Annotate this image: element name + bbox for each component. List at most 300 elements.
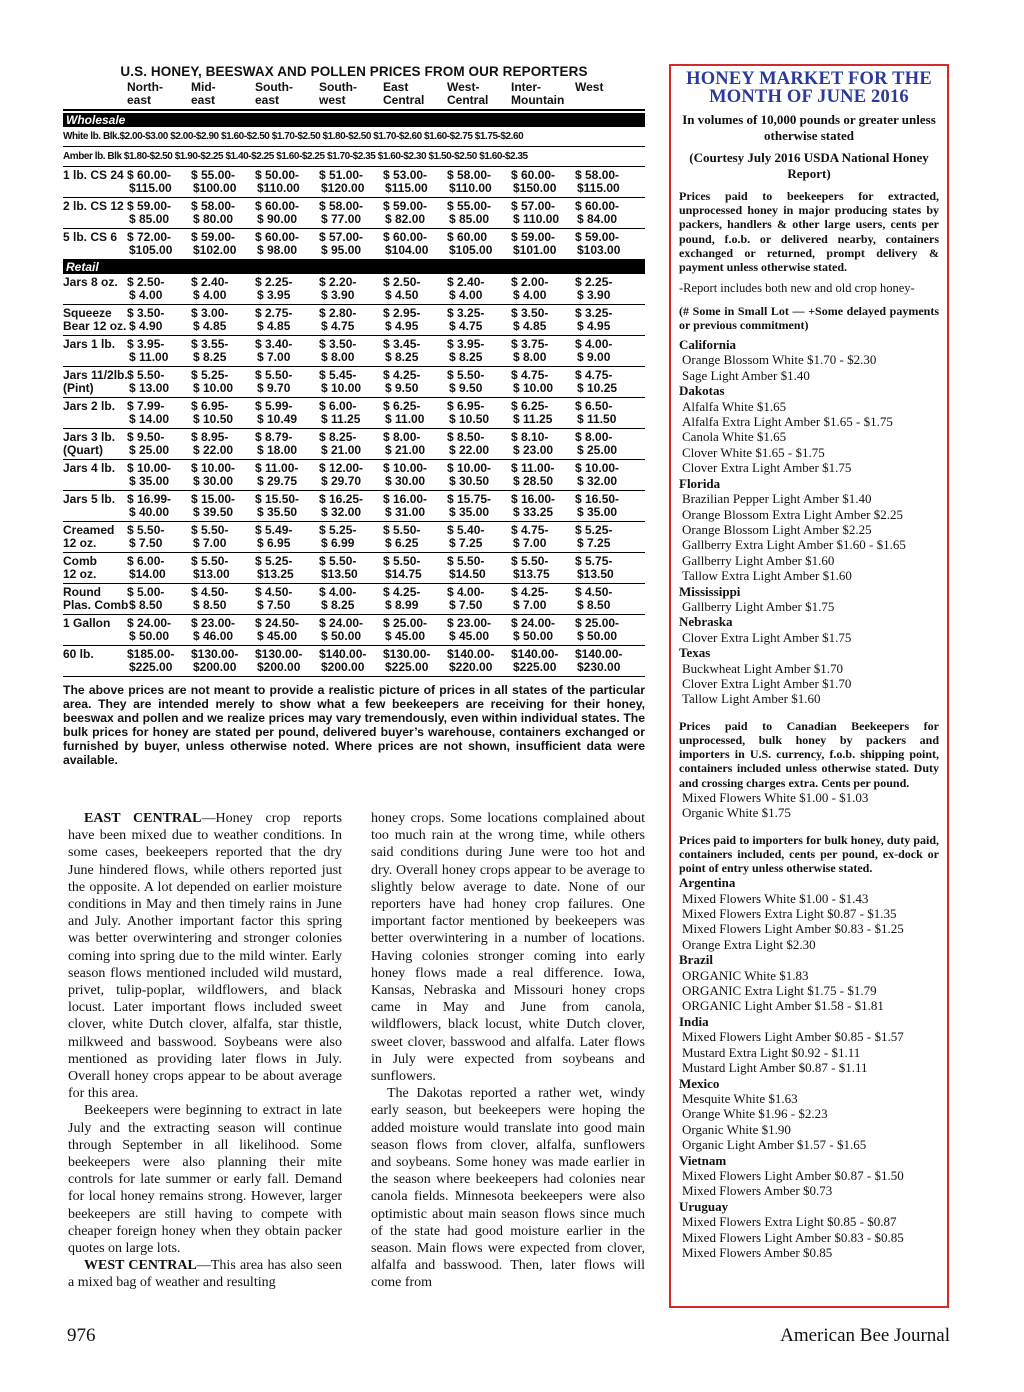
price-cell xyxy=(447,617,511,643)
price-cell xyxy=(255,493,319,519)
price-cell xyxy=(255,586,319,612)
region-heading: North- east xyxy=(127,80,163,107)
price-low: $ 5.75- xyxy=(575,554,613,568)
price-low: $ 24.50- xyxy=(255,616,300,630)
price-cell xyxy=(127,493,191,519)
price-high: $120.00 xyxy=(321,181,365,195)
price-low: $ 58.00- xyxy=(575,168,620,182)
price-cell xyxy=(127,555,191,581)
price-cell xyxy=(383,555,447,581)
market-price-item: Mustard Extra Light $0.92 - $1.11 xyxy=(682,1044,861,1060)
price-low: $ 2.50- xyxy=(383,275,421,289)
price-row-label-line: 2 lb. CS 12 xyxy=(63,199,124,213)
price-high: $ 80.00 xyxy=(193,212,234,226)
price-low: $ 5.50- xyxy=(255,368,293,382)
price-high: $ 8.50 xyxy=(577,598,611,612)
price-row xyxy=(63,274,645,305)
price-row-label-line: Jars 8 oz. xyxy=(63,275,118,289)
price-cell xyxy=(255,617,319,643)
price-low: $ 16.50- xyxy=(575,492,620,506)
price-low: $ 2.95- xyxy=(383,306,421,320)
price-row-label-line: 1 lb. CS 24 xyxy=(63,168,124,182)
price-cell xyxy=(575,200,639,226)
price-cell xyxy=(511,524,575,550)
price-cell xyxy=(319,648,383,674)
lot-note: (# Some in Small Lot — +Some delayed payments or previous commitment) xyxy=(679,303,939,332)
price-high: $ 8.00 xyxy=(513,350,547,364)
price-cell xyxy=(191,369,255,395)
price-high: $115.00 xyxy=(577,181,620,195)
price-low: $ 72.00- xyxy=(127,230,172,244)
price-high: $ 4.75 xyxy=(449,319,483,333)
price-low: $ 5.50- xyxy=(191,554,229,568)
price-row xyxy=(63,460,645,491)
price-cell xyxy=(319,431,383,457)
price-high: $ 4.85 xyxy=(193,319,227,333)
market-price-item: Gallberry Light Amber $1.60 xyxy=(682,552,835,568)
price-cell xyxy=(511,462,575,488)
market-volume-note: In volumes of 10,000 pounds or greater unless otherwise stated xyxy=(682,112,936,143)
price-low: $ 60.00- xyxy=(575,199,620,213)
price-low: $140.00- xyxy=(447,647,495,661)
origin-heading: Florida xyxy=(679,475,721,491)
price-cell xyxy=(319,524,383,550)
price-cell xyxy=(255,231,319,257)
price-low: $ 4.25- xyxy=(383,585,421,599)
price-cell xyxy=(191,276,255,302)
wholesale-bulk-rows xyxy=(63,127,645,167)
price-row-label-line: Plas. Comb xyxy=(63,598,129,612)
price-high: $ 7.00 xyxy=(513,598,547,612)
price-low: $ 58.00- xyxy=(319,199,364,213)
price-row xyxy=(63,367,645,398)
price-low: $ 58.00- xyxy=(191,199,236,213)
price-low: $ 60.00- xyxy=(383,230,428,244)
price-high: $ 50.00 xyxy=(321,629,362,643)
price-cell xyxy=(127,524,191,550)
price-row xyxy=(63,491,645,522)
price-cell xyxy=(511,493,575,519)
price-low: $ 4.50- xyxy=(575,585,613,599)
price-high: $ 3.90 xyxy=(321,288,355,302)
price-high: $ 7.50 xyxy=(129,536,163,550)
price-high: $ 85.00 xyxy=(129,212,170,226)
price-cell xyxy=(255,400,319,426)
article-paragraph xyxy=(68,1102,342,1257)
domestic-intro: Prices paid to beekeepers for extracted, unprocessed honey in major producing states by packers, handlers & other large users, cents per pound, f.o.b. or delivered nearby, containers exchanged or returned, prompt delivery & payment unless otherwise stated. xyxy=(679,189,939,275)
price-high: $ 30.50 xyxy=(449,474,490,488)
origin-heading: Dakotas xyxy=(679,383,725,399)
price-low: $ 3.95- xyxy=(127,337,165,351)
price-cell xyxy=(447,524,511,550)
market-price-item: Orange Blossom Extra Light Amber $2.25 xyxy=(682,506,903,522)
price-row-label xyxy=(63,617,127,643)
domestic-price-list xyxy=(679,337,939,707)
price-high: $150.00 xyxy=(513,181,557,195)
article-paragraph xyxy=(68,1257,342,1291)
price-low: $ 3.95- xyxy=(447,337,485,351)
price-row xyxy=(63,553,645,584)
price-high: $110.00 xyxy=(257,181,300,195)
price-cell xyxy=(319,462,383,488)
article-paragraph-text: —This area has also seen a mixed bag of weather and resulting xyxy=(68,1258,342,1291)
price-cell xyxy=(319,617,383,643)
price-row-label-line: 60 lb. xyxy=(63,647,94,661)
market-price-item: Orange White $1.96 - $2.23 xyxy=(682,1106,828,1122)
price-cell xyxy=(447,400,511,426)
price-high: $ 95.00 xyxy=(321,243,362,257)
price-high: $ 84.00 xyxy=(577,212,618,226)
price-row xyxy=(63,167,645,198)
price-low: $140.00- xyxy=(575,647,623,661)
price-high: $230.00 xyxy=(577,660,621,674)
market-price-item: Clover Extra Light Amber $1.70 xyxy=(682,675,852,691)
price-cell xyxy=(191,431,255,457)
price-cell xyxy=(127,231,191,257)
market-price-item: Organic White $1.75 xyxy=(682,805,791,821)
price-low: $ 4.25- xyxy=(511,585,549,599)
price-cell xyxy=(319,400,383,426)
region-heading: South- east xyxy=(255,80,293,107)
price-cell xyxy=(191,400,255,426)
price-row-label-line: 12 oz. xyxy=(63,536,97,550)
price-low: $ 8.10- xyxy=(511,430,549,444)
price-high: $ 50.00 xyxy=(129,629,170,643)
price-low: $ 12.00- xyxy=(319,461,364,475)
canadian-intro: Prices paid to Canadian Beekeepers for unprocessed, bulk honey by packers and importers in U.S. currency, f.o.b. shipping point, containers included unless otherwise stated. Duty and crossing charges extra. Cents per pound. xyxy=(679,718,939,790)
price-cell xyxy=(255,648,319,674)
price-row xyxy=(63,584,645,615)
market-price-item: Gallberry Extra Light Amber $1.60 - $1.65 xyxy=(682,537,906,553)
price-cell xyxy=(127,169,191,195)
price-high: $ 25.00 xyxy=(129,443,170,457)
price-cell xyxy=(575,369,639,395)
price-cell xyxy=(319,493,383,519)
price-cell xyxy=(127,586,191,612)
price-low: $ 5.00- xyxy=(127,585,165,599)
price-cell xyxy=(127,200,191,226)
price-low: $ 5.50- xyxy=(447,368,485,382)
price-row-label-line: Comb xyxy=(63,554,97,568)
price-low: $ 25.00- xyxy=(575,616,620,630)
origin-heading: Nebraska xyxy=(679,614,733,630)
origin-heading: California xyxy=(679,337,737,353)
price-high: $ 35.50 xyxy=(257,505,298,519)
price-cell xyxy=(575,231,639,257)
price-high: $ 35.00 xyxy=(449,505,490,519)
price-cell xyxy=(191,169,255,195)
price-high: $ 9.00 xyxy=(577,350,611,364)
price-high: $ 45.00 xyxy=(449,629,490,643)
price-cell xyxy=(127,307,191,333)
price-high: $ 4.95 xyxy=(385,319,419,333)
price-cell xyxy=(447,493,511,519)
price-cell xyxy=(511,586,575,612)
price-high: $225.00 xyxy=(385,660,429,674)
price-high: $ 11.25 xyxy=(513,412,553,426)
price-high: $ 6.99 xyxy=(321,536,355,550)
price-cell xyxy=(127,338,191,364)
price-cell xyxy=(383,231,447,257)
market-price-item: Tallow Extra Light Amber $1.60 xyxy=(682,568,852,584)
price-low: $ 59.00- xyxy=(191,230,236,244)
price-low: $ 6.95- xyxy=(447,399,485,413)
price-high: $ 8.00 xyxy=(321,350,355,364)
price-low: $ 59.00- xyxy=(511,230,556,244)
price-cell xyxy=(383,400,447,426)
price-low: $ 11.00- xyxy=(255,461,299,475)
price-low: $ 4.00- xyxy=(319,585,357,599)
price-cell xyxy=(511,431,575,457)
price-cell xyxy=(255,338,319,364)
market-price-item: Orange Blossom White $1.70 - $2.30 xyxy=(682,352,877,368)
price-high: $ 14.00 xyxy=(129,412,170,426)
price-low: $ 7.99- xyxy=(127,399,165,413)
page-number: 976 xyxy=(67,1325,96,1346)
price-row-label-line: Jars 4 lb. xyxy=(63,461,116,475)
price-low: $ 5.50- xyxy=(383,523,421,537)
price-high: $ 7.00 xyxy=(193,536,227,550)
price-cell xyxy=(127,648,191,674)
price-low: $ 5.50- xyxy=(127,523,165,537)
price-low: $ 6.00- xyxy=(127,554,165,568)
price-high: $ 10.50 xyxy=(449,412,490,426)
market-price-item: Mixed Flowers Extra Light $0.85 - $0.87 xyxy=(682,1214,897,1230)
price-row xyxy=(63,398,645,429)
price-low: $ 53.00- xyxy=(383,168,428,182)
price-low: $ 6.00- xyxy=(319,399,357,413)
price-low: $ 15.75- xyxy=(447,492,492,506)
price-high: $ 11.00 xyxy=(385,412,425,426)
price-low: $ 3.00- xyxy=(191,306,229,320)
article-paragraph-text: Beekeepers were beginning to extract in late July and the extracting season will continue through September in all likelihood. Some beekeepers were also planning their mite controls for late summer or early fall. Demand for local honey remains strong. However, larger beekeepers are still having to compete with cheaper foreign honey when they obtain packer quotes on large lots. xyxy=(68,1103,342,1257)
price-low: $130.00- xyxy=(383,647,431,661)
price-row-label xyxy=(63,462,127,488)
price-high: $ 7.25 xyxy=(577,536,611,550)
price-cell xyxy=(255,200,319,226)
price-high: $13.00 xyxy=(193,567,230,581)
price-high: $ 8.50 xyxy=(129,598,163,612)
price-cell xyxy=(191,524,255,550)
price-low: $ 59.00- xyxy=(383,199,428,213)
price-cell xyxy=(255,276,319,302)
price-low: $ 50.00- xyxy=(255,168,300,182)
price-row-label-line: 1 Gallon xyxy=(63,616,111,630)
price-cell xyxy=(447,276,511,302)
price-high: $ 7.50 xyxy=(257,598,291,612)
price-high: $101.00 xyxy=(513,243,557,257)
price-cell xyxy=(383,307,447,333)
price-high: $ 8.99 xyxy=(385,598,419,612)
price-low: $ 10.00- xyxy=(383,461,428,475)
price-low: $ 2.40- xyxy=(191,275,229,289)
price-high: $ 30.00 xyxy=(385,474,426,488)
price-low: $ 51.00- xyxy=(319,168,364,182)
price-cell xyxy=(383,462,447,488)
market-price-item: Brazilian Pepper Light Amber $1.40 xyxy=(682,491,872,507)
price-low: $ 60.00 xyxy=(447,230,488,244)
price-cell xyxy=(511,648,575,674)
price-cell xyxy=(319,555,383,581)
price-cell xyxy=(511,338,575,364)
price-cell xyxy=(127,431,191,457)
price-cell xyxy=(447,231,511,257)
price-low: $ 10.00- xyxy=(447,461,492,475)
price-low: $ 2.80- xyxy=(319,306,357,320)
price-cell xyxy=(127,369,191,395)
price-row-label xyxy=(63,200,127,226)
price-high: $ 7.25 xyxy=(449,536,483,550)
price-low: $140.00- xyxy=(511,647,559,661)
price-cell xyxy=(447,369,511,395)
price-high: $ 4.00 xyxy=(129,288,163,302)
price-cell xyxy=(383,200,447,226)
price-cell xyxy=(319,338,383,364)
price-cell xyxy=(511,276,575,302)
market-price-item: Organic White $1.90 xyxy=(682,1121,791,1137)
origin-heading: Brazil xyxy=(679,952,713,968)
region-heading: Mid- east xyxy=(191,80,216,107)
price-low: $ 4.75- xyxy=(511,523,549,537)
article-paragraph-text: —Honey crop reports have been mixed due to weather conditions. In some cases, beekeepers reported that the dry June hindered flows, while others reported just the opposite. A lot depended on earlier moisture conditions in May and then timely rains in June and July. Another important factor this spring was better overwintering and stronger colonies coming into spring due to the mild winter. Early season flows mentioned included wild mustard, privet, tulip-poplar, wildflowers, and black locust. Later important flows included sweet clover, white Dutch clover, alfalfa, star thistle, milkweed and basswood. Soybeans were also mentioned as providing later flows in July. Overall honey crops appear to be about average for this area. xyxy=(68,811,343,1102)
price-cell xyxy=(319,231,383,257)
price-high: $ 33.25 xyxy=(513,505,554,519)
price-high: $ 25.00 xyxy=(577,443,618,457)
article-paragraph xyxy=(371,810,645,1085)
price-low: $ 5.25- xyxy=(255,554,293,568)
price-high: $100.00 xyxy=(193,181,237,195)
price-row-label-line: (Pint) xyxy=(63,381,94,395)
price-high: $ 4.95 xyxy=(577,319,611,333)
price-row-label xyxy=(63,400,127,426)
price-cell xyxy=(191,338,255,364)
market-price-item: Mesquite White $1.63 xyxy=(682,1090,798,1106)
price-low: $ 2.40- xyxy=(447,275,485,289)
region-header-row xyxy=(63,81,645,111)
price-high: $ 45.00 xyxy=(385,629,426,643)
price-cell xyxy=(319,169,383,195)
price-high: $ 23.00 xyxy=(513,443,554,457)
price-cell xyxy=(511,400,575,426)
price-high: $ 77.00 xyxy=(321,212,362,226)
market-price-item: Mustard Light Amber $0.87 - $1.11 xyxy=(682,1060,868,1076)
price-low: $ 2.20- xyxy=(319,275,357,289)
price-low: $ 59.00- xyxy=(575,230,620,244)
price-cell xyxy=(511,169,575,195)
price-row-label-line: Jars 11/2lb. xyxy=(63,368,128,382)
price-low: $ 24.00- xyxy=(511,616,556,630)
wholesale-bulk-row: Amber lb. Blk $1.80-$2.50 $1.90-$2.25 $1.40-$2.25 $1.60-$2.25 $1.70-$2.35 $1.60-$2.30 $1.50-$2.50 $1.60-$2.35 xyxy=(63,147,645,167)
price-cell xyxy=(447,338,511,364)
price-row-label xyxy=(63,524,127,550)
price-high: $200.00 xyxy=(257,660,301,674)
article-paragraph-text: The Dakotas reported a rather wet, windy early season, but beekeepers were hoping the added moisture would translate into good main season flows from clover, alfalfa, sunflowers and soybeans. Some honey was made earlier in the season where beekeepers had colonies near canola fields. Minnesota beekeepers were also optimistic about main season flows since much of the state had good moisture earlier in the season. Main flows were expected from clover, alfalfa and basswood. Then, later flows will come from xyxy=(371,1086,645,1291)
price-high: $ 45.00 xyxy=(257,629,298,643)
price-cell xyxy=(511,200,575,226)
price-low: $ 5.50- xyxy=(447,554,485,568)
price-cell xyxy=(575,586,639,612)
price-row-label xyxy=(63,586,127,612)
price-cell xyxy=(319,369,383,395)
market-price-item: Clover White $1.65 - $1.75 xyxy=(682,444,825,460)
price-high: $ 31.00 xyxy=(385,505,426,519)
price-cell xyxy=(127,462,191,488)
price-low: $ 8.50- xyxy=(447,430,485,444)
price-low: $ 6.95- xyxy=(191,399,229,413)
price-cell xyxy=(191,307,255,333)
price-row xyxy=(63,615,645,646)
price-low: $ 10.00- xyxy=(127,461,172,475)
price-cell xyxy=(255,524,319,550)
price-high: $115.00 xyxy=(385,181,428,195)
price-row xyxy=(63,522,645,553)
market-price-item: Mixed Flowers White $1.00 - $1.03 xyxy=(682,789,869,805)
price-cell xyxy=(383,617,447,643)
price-high: $103.00 xyxy=(577,243,621,257)
price-low: $ 24.00- xyxy=(319,616,364,630)
price-low: $ 60.00- xyxy=(255,230,300,244)
price-low: $ 8.79- xyxy=(255,430,293,444)
wholesale-case-rows xyxy=(63,167,645,260)
price-high: $14.50 xyxy=(449,567,486,581)
price-cell xyxy=(127,276,191,302)
price-low: $ 2.25- xyxy=(255,275,293,289)
price-row-label xyxy=(63,555,127,581)
article-column-left xyxy=(68,810,342,1292)
price-cell xyxy=(383,524,447,550)
price-row-label xyxy=(63,307,127,333)
price-cell xyxy=(575,462,639,488)
market-price-item: Tallow Light Amber $1.60 xyxy=(682,691,821,707)
price-cell xyxy=(255,169,319,195)
price-high: $ 6.25 xyxy=(385,536,419,550)
price-cell xyxy=(447,431,511,457)
origin-heading: Uruguay xyxy=(679,1198,729,1214)
price-low: $ 3.25- xyxy=(447,306,485,320)
price-high: $105.00 xyxy=(129,243,173,257)
price-high: $ 82.00 xyxy=(385,212,426,226)
price-row-label xyxy=(63,338,127,364)
honey-market-box xyxy=(669,64,949,1308)
price-cell xyxy=(447,586,511,612)
price-cell xyxy=(255,431,319,457)
price-low: $ 60.00- xyxy=(511,168,556,182)
article-column-middle xyxy=(371,810,645,1292)
price-high: $ 10.00 xyxy=(513,381,554,395)
market-price-item: Sage Light Amber $1.40 xyxy=(682,367,810,383)
price-cell xyxy=(447,307,511,333)
price-high: $ 32.00 xyxy=(321,505,362,519)
price-low: $ 5.40- xyxy=(447,523,485,537)
price-low: $ 2.00- xyxy=(511,275,549,289)
price-cell xyxy=(383,169,447,195)
price-low: $ 4.75- xyxy=(575,368,613,382)
price-high: $102.00 xyxy=(193,243,237,257)
price-high: $ 8.50 xyxy=(193,598,227,612)
price-low: $ 16.99- xyxy=(127,492,172,506)
price-cell xyxy=(511,307,575,333)
price-cell xyxy=(127,400,191,426)
price-high: $14.75 xyxy=(385,567,422,581)
price-cell xyxy=(575,648,639,674)
price-low: $ 3.50- xyxy=(127,306,165,320)
price-high: $ 21.00 xyxy=(321,443,362,457)
price-cell xyxy=(511,555,575,581)
price-high: $ 98.00 xyxy=(257,243,298,257)
retail-rows xyxy=(63,274,645,677)
retail-section-bar: Retail xyxy=(63,260,645,274)
price-row-label-line: (Quart) xyxy=(63,443,103,457)
